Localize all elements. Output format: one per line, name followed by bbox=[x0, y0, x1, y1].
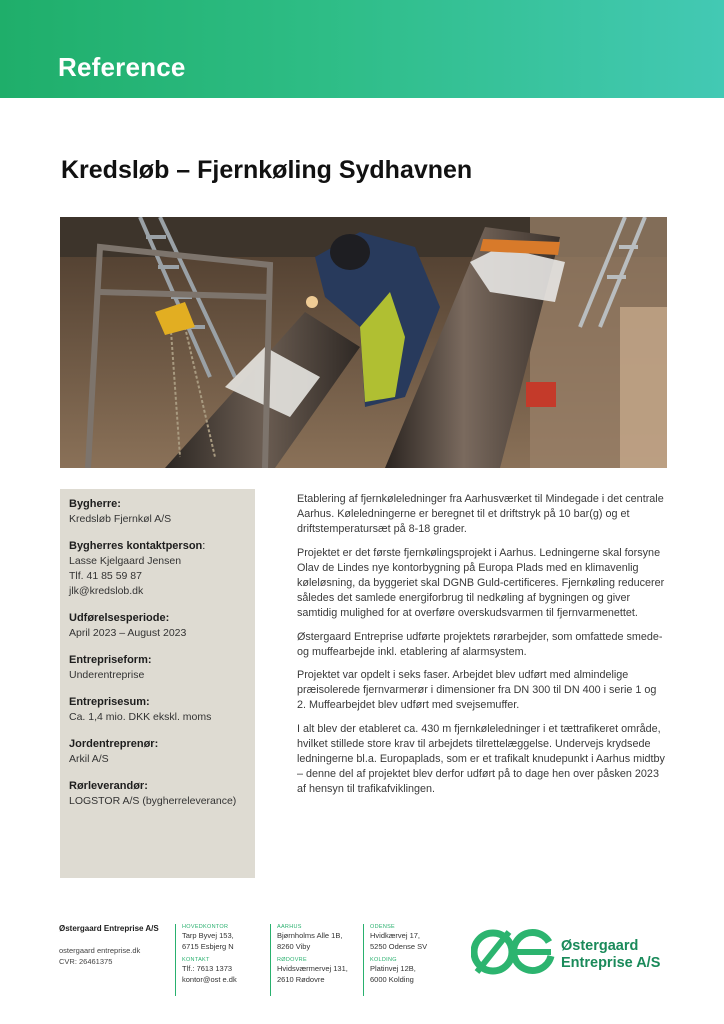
paragraph: Etablering af fjernkøleledninger fra Aarhusværket til Mindegade i det centrale Aarhus. Køleledningerne er beregnet til et driftstryk på 10 bar(g) og et driftstemperatursæt på 8-18 grader. bbox=[297, 493, 664, 536]
logo-mark-icon bbox=[471, 926, 555, 978]
footer-odense-heading: ODENSE bbox=[370, 924, 396, 930]
footer-odense-address1: Hvidkærvej 17, bbox=[370, 931, 421, 940]
footer-kolding-address1: Platinvej 12B, bbox=[370, 964, 416, 973]
contact-label-text: Bygherres kontaktperson bbox=[69, 540, 203, 552]
pipe-supplier-value: LOGSTOR A/S (bygherreleverance) bbox=[69, 795, 237, 807]
footer-website[interactable]: ostergaard entreprise.dk bbox=[59, 946, 141, 955]
page-title: Kredsløb – Fjernkøling Sydhavnen bbox=[61, 156, 473, 184]
contact-label bbox=[69, 539, 255, 554]
footer-col-odense bbox=[363, 924, 427, 996]
paragraph: I alt blev der etableret ca. 430 m fjernkøleledninger i et tættrafikeret område, hvilket stillede store krav til arbejdets tilrettelæggelse. Undervejs krydsede ledningerne bl.a. Europaplads, som er et trafikalt knudepunkt i Aarhus midtby – denne del af projektet blev derfor udført på to dage hen over påsken 2023 af hensyn til trafikafviklingen. bbox=[297, 722, 665, 796]
project-photo bbox=[60, 217, 667, 468]
earthworks-contractor-value: Arkil A/S bbox=[69, 753, 109, 765]
client-label: Bygherre: bbox=[69, 498, 121, 510]
footer-contact-heading: KONTAKT bbox=[182, 957, 210, 963]
footer-aarhus-heading: AARHUS bbox=[277, 924, 302, 930]
contract-form-value: Underentreprise bbox=[69, 669, 145, 681]
footer-aarhus-address1: Bjørnholms Alle 1B, bbox=[277, 931, 343, 940]
logo-line1: Østergaard bbox=[561, 938, 639, 954]
footer-hq-address1: Tarp Byvej 153, bbox=[182, 931, 234, 940]
footer-rodovre-address1: Hvidsværmervej 131, bbox=[277, 964, 348, 973]
paragraph: Projektet er det første fjernkølingsprojekt i Aarhus. Ledningerne skal forsyne Olav de Lindes nye kontorbygning på Europa Plads med en klimavenlig køleløsning, da byggeriet skal DGNB Guld-certificeres. Fjernkøling reducerer således det samlede energiforbrug til nedkøling af bygningen og giver samtidig mulighed for at overføre overskudsvarmen til fjernvarmenettet. bbox=[297, 546, 665, 620]
footer-rodovre-address2: 2610 Rødovre bbox=[277, 974, 325, 984]
footer-cvr: CVR: 26461375 bbox=[59, 957, 113, 966]
footer-hq-heading: HOVEDKONTOR bbox=[182, 924, 229, 930]
pipe-supplier-label: Rørleverandør: bbox=[69, 780, 148, 792]
footer-email[interactable]: kontor@ost e.dk bbox=[182, 974, 237, 984]
footer-col-aarhus bbox=[270, 924, 348, 996]
logo-line2: Entreprise A/S bbox=[561, 955, 661, 971]
contract-form-label: Entrepriseform: bbox=[69, 654, 152, 666]
footer-kolding-heading: KOLDING bbox=[370, 957, 397, 963]
contact-name: Lasse Kjelgaard Jensen bbox=[69, 555, 182, 567]
paragraph: Østergaard Entreprise udførte projektets rørarbejder, som omfattede smede- og muffearbejde inkl. etablering af alarmsystem. bbox=[297, 630, 663, 658]
footer-aarhus-address2: 8260 Viby bbox=[277, 941, 311, 951]
paragraph: Projektet var opdelt i seks faser. Arbejdet blev udført med almindelige præisolerede fjernvarmerør i dimensioner fra DN 300 til DN 400 i serie 1 og 2. Muffearbejdet blev udført med svejsemuffer. bbox=[297, 669, 657, 712]
contract-sum-label: Entreprisesum: bbox=[69, 696, 150, 708]
project-facts-panel bbox=[60, 489, 255, 878]
contact-email[interactable]: jlk@kredslob.dk bbox=[69, 585, 144, 597]
banner-title: Reference bbox=[58, 52, 186, 82]
footer-hq-address2: 6715 Esbjerg N bbox=[182, 941, 234, 951]
logo-wordmark bbox=[561, 938, 660, 972]
contact-label-colon: : bbox=[202, 540, 206, 552]
footer-kolding-address2: 6000 Kolding bbox=[370, 974, 414, 984]
project-description bbox=[297, 492, 665, 806]
client-value: Kredsløb Fjernkøl A/S bbox=[69, 513, 172, 525]
contract-sum-value: Ca. 1,4 mio. DKK ekskl. moms bbox=[69, 711, 212, 723]
footer-company-name: Østergaard Entreprise A/S bbox=[59, 924, 159, 933]
contact-phone: Tlf. 41 85 59 87 bbox=[69, 570, 142, 582]
period-label: Udførelsesperiode: bbox=[69, 612, 170, 624]
header-banner bbox=[0, 0, 724, 98]
footer-phone: Tlf.: 7613 1373 bbox=[182, 964, 233, 973]
company-logo bbox=[471, 926, 681, 978]
footer bbox=[0, 918, 724, 998]
footer-rodovre-heading: RØDOVRE bbox=[277, 957, 307, 963]
period-value: April 2023 – August 2023 bbox=[69, 627, 187, 639]
footer-col-headquarters bbox=[175, 924, 237, 996]
earthworks-contractor-label: Jordentreprenør: bbox=[69, 738, 159, 750]
footer-odense-address2: 5250 Odense SV bbox=[370, 941, 428, 951]
